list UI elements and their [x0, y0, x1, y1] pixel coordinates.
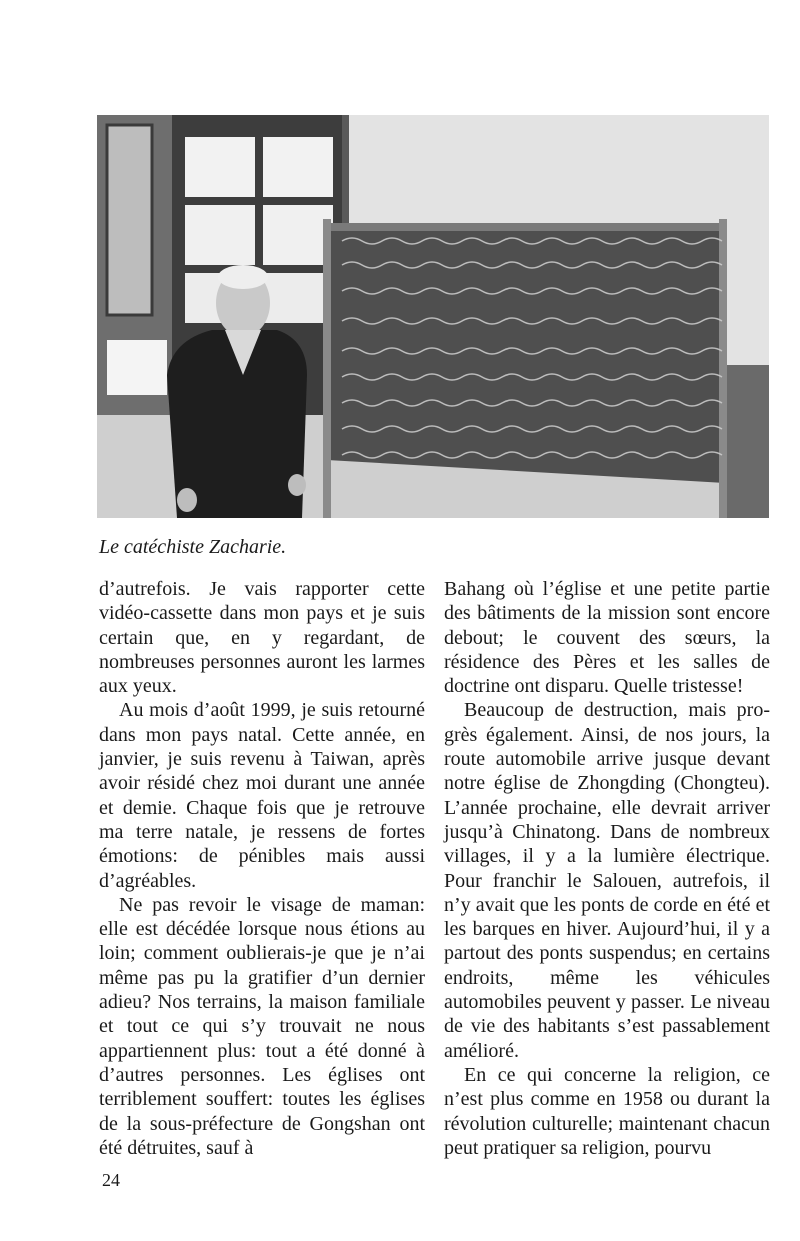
figure-caption: Le catéchiste Zacharie. [99, 536, 287, 558]
paragraph: Ne pas revoir le visage de maman: elle est décédée lorsque nous étions au loin; comment oublierais-je que je n’ai même pas pu la gratifier d’un dernier adieu? Nos terrains, la maison familiale et tout ce qui s’y trouvait ne nous appartiennent plus: tout a été donné à d’autres personnes. Les églises ont terriblement souffert: toutes les églises de la sous-préfecture de Gongshan ont été détruites, sauf à [99, 893, 425, 1159]
paragraph: Bahang où l’église et une petite partie des bâtiments de la mission sont encore debout; le couvent des sœurs, la résidence des Pères et les salles de doctrine ont disparu. Quelle tristesse! [444, 578, 770, 698]
paragraph: d’autrefois. Je vais rapporter cette vidéo-cassette dans mon pays et je suis certain que, en y regardant, de nombreuses personnes auront les larmes aux yeux. [99, 578, 425, 698]
paragraph: Au mois d’août 1999, je suis retourné dans mon pays natal. Cette année, en janvier, je suis revenu à Taiwan, après avoir résidé chez moi durant une année et demie. Chaque fois que je retrouve ma terre natale, je ressens de fortes émotions: de pénibles mais aussi d’agréables. [99, 699, 425, 892]
text-column-left [99, 577, 425, 1160]
text-column-right [444, 577, 770, 1160]
paragraph: En ce qui concerne la religion, ce n’est plus comme en 1958 ou durant la révolution culturelle; maintenant chacun peut pratiquer sa religion, pourvu [444, 1063, 770, 1159]
page-number: 24 [102, 1170, 120, 1190]
paragraph: Beaucoup de destruction, mais progrès également. Ainsi, de nos jours, la route automobile arrive jusque devant notre église de Zhongding (Chongteu). L’année prochaine, elle devrait arriver jusqu’à Chinatong. Dans de nombreux villages, il y a la lumière électrique. Pour franchir le Salouen, autrefois, il n’y avait que les ponts de corde en été et les barques en hiver. Aujourd’hui, il y a partout des ponts suspendus; en certains endroits, même les véhicules automobiles peuvent y passer. Le niveau de vie des habitants s’est passablement amélioré. [444, 699, 770, 1062]
catechist-photo [97, 115, 769, 518]
